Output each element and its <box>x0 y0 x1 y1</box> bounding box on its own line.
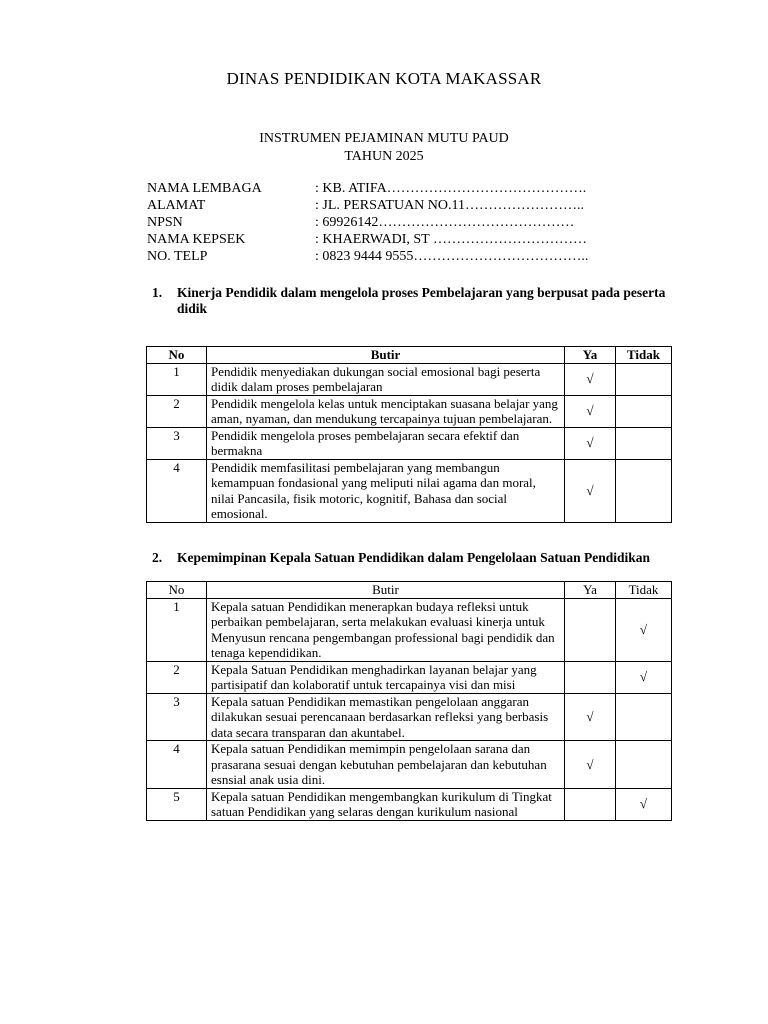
tidak-check-mark <box>616 459 672 522</box>
row-butir: Kepala satuan Pendidikan memastikan pengelolaan anggaran dilakukan sesuai perencanaan berdasarkan refleksi yang berbasis data secara transparan dan akuntabel. <box>207 693 565 741</box>
table-row <box>147 395 672 427</box>
info-value: : JL. PERSATUAN NO.11…………………….. <box>315 198 584 213</box>
table-row <box>147 363 672 395</box>
info-value: : 69926142…………………………………… <box>315 215 575 230</box>
institution-info <box>147 180 588 265</box>
table-row <box>147 788 672 820</box>
column-header-ya: Ya <box>565 347 616 364</box>
column-header-ya: Ya <box>565 582 616 599</box>
tidak-check-mark <box>616 741 672 789</box>
ya-check-mark <box>565 598 616 661</box>
column-header-butir: Butir <box>207 347 565 364</box>
tidak-check-mark <box>616 395 672 427</box>
info-value: : KHAERWADI, ST …………………………… <box>315 232 587 247</box>
ya-check-mark <box>565 788 616 820</box>
ya-check-mark: √ <box>565 427 616 459</box>
row-number: 1 <box>147 598 207 661</box>
ya-check-mark <box>565 661 616 693</box>
row-number: 3 <box>147 693 207 741</box>
table-row <box>147 693 672 741</box>
row-number: 2 <box>147 395 207 427</box>
table-row <box>147 598 672 661</box>
tidak-check-mark <box>616 363 672 395</box>
section-number: 2. <box>152 550 163 565</box>
column-header-butir: Butir <box>207 582 565 599</box>
table-row <box>147 661 672 693</box>
ya-check-mark: √ <box>565 741 616 789</box>
info-label: NAMA KEPSEK <box>147 232 246 247</box>
tidak-check-mark: √ <box>616 788 672 820</box>
year-line: TAHUN 2025 <box>344 149 424 164</box>
table-header-row <box>147 347 672 364</box>
row-butir: Pendidik mengelola kelas untuk menciptakan suasana belajar yang aman, nyaman, dan mendukung tercapainya tujuan pembelajaran. <box>207 395 565 427</box>
row-butir: Pendidik memfasilitasi pembelajaran yang membangun kemampuan fondasional yang meliputi nilai agama dan moral, nilai Pancasila, fisik motoric, kognitif, Bahasa dan social emosional. <box>207 459 565 522</box>
table-row <box>147 427 672 459</box>
row-number: 4 <box>147 459 207 522</box>
section-title: Kepemimpinan Kepala Satuan Pendidikan dalam Pengelolaan Satuan Pendidikan <box>177 550 650 565</box>
row-number: 4 <box>147 741 207 789</box>
section-1-heading <box>152 285 697 317</box>
table-row <box>147 741 672 789</box>
instrument-title: INSTRUMEN PEJAMINAN MUTU PAUD <box>259 131 509 146</box>
section-1-table <box>146 346 672 523</box>
row-butir: Kepala satuan Pendidikan mengembangkan kurikulum di Tingkat satuan Pendidikan yang selaras dengan kurikulum nasional <box>207 788 565 820</box>
row-butir: Kepala satuan Pendidikan memimpin pengelolaan sarana dan prasarana sesuai dengan kebutuhan pembelajaran dan kebutuhan esnsial anak usia dini. <box>207 741 565 789</box>
ya-check-mark: √ <box>565 363 616 395</box>
row-butir: Pendidik menyediakan dukungan social emosional bagi peserta didik dalam proses pembelajaran <box>207 363 565 395</box>
column-header-tidak: Tidak <box>616 347 672 364</box>
row-number: 1 <box>147 363 207 395</box>
column-header-no: No <box>147 582 207 599</box>
info-row-alamat <box>147 197 588 214</box>
ya-check-mark: √ <box>565 693 616 741</box>
row-butir: Kepala Satuan Pendidikan menghadirkan layanan belajar yang partisipatif dan kolaboratif untuk tercapainya visi dan misi <box>207 661 565 693</box>
page-title: DINAS PENDIDIKAN KOTA MAKASSAR <box>226 69 542 88</box>
table-header-row <box>147 582 672 599</box>
info-value: : KB. ATIFA……………………………………. <box>315 181 587 196</box>
info-row-nama-kepsek <box>147 231 588 248</box>
section-2-table <box>146 581 672 821</box>
tidak-check-mark <box>616 427 672 459</box>
tidak-check-mark <box>616 693 672 741</box>
row-number: 5 <box>147 788 207 820</box>
tidak-check-mark: √ <box>616 661 672 693</box>
info-value: : 0823 9444 9555……………………………….. <box>315 249 589 264</box>
row-number: 3 <box>147 427 207 459</box>
info-row-no-telp <box>147 248 588 265</box>
table-row <box>147 459 672 522</box>
tidak-check-mark: √ <box>616 598 672 661</box>
row-butir: Kepala satuan Pendidikan menerapkan budaya refleksi untuk perbaikan pembelajaran, serta melakukan evaluasi kinerja untuk Menyusun rencana pengembangan professional bagi pendidik dan tenaga kependidikan. <box>207 598 565 661</box>
column-header-no: No <box>147 347 207 364</box>
info-row-npsn <box>147 214 588 231</box>
info-label: NAMA LEMBAGA <box>147 181 262 196</box>
ya-check-mark: √ <box>565 395 616 427</box>
section-number: 1. <box>152 285 163 300</box>
row-number: 2 <box>147 661 207 693</box>
section-2-heading <box>152 550 697 566</box>
info-label: NO. TELP <box>147 249 208 264</box>
info-label: ALAMAT <box>147 198 206 213</box>
info-row-nama-lembaga <box>147 180 588 197</box>
row-butir: Pendidik mengelola proses pembelajaran secara efektif dan bermakna <box>207 427 565 459</box>
column-header-tidak: Tidak <box>616 582 672 599</box>
info-label: NPSN <box>147 215 183 230</box>
section-title: Kinerja Pendidik dalam mengelola proses Pembelajaran yang berpusat pada peserta didik <box>177 285 666 316</box>
ya-check-mark: √ <box>565 459 616 522</box>
